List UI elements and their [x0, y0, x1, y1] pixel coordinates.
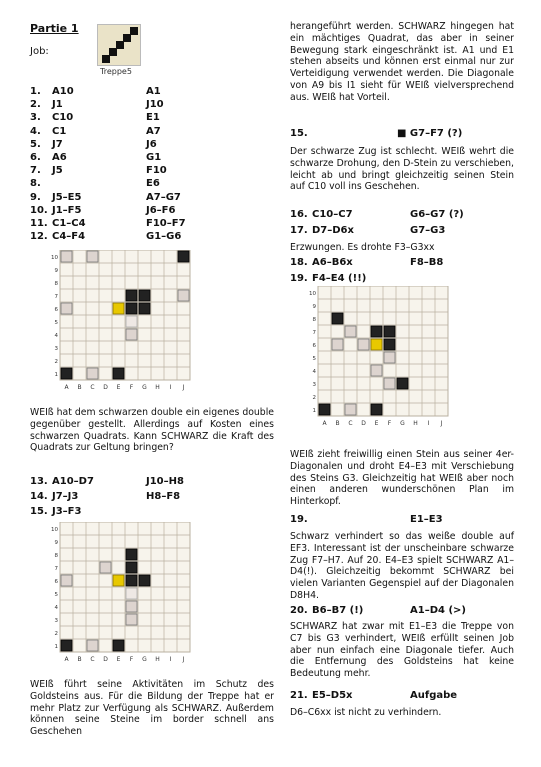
- black-stone: [113, 640, 124, 651]
- white-move: C10: [52, 112, 74, 124]
- move-number: 10.: [30, 204, 48, 216]
- file-label: E: [374, 420, 379, 427]
- white-move: A6: [52, 152, 67, 163]
- rank-label: 3: [54, 346, 58, 352]
- rank-label: 5: [54, 592, 58, 598]
- file-label: E: [116, 656, 121, 663]
- gold-stone: [113, 303, 124, 314]
- black-stone: [126, 549, 137, 560]
- job-label: Job:: [30, 46, 49, 57]
- file-label: A: [64, 384, 69, 391]
- black-stone: [126, 303, 137, 314]
- white-stone: [345, 326, 356, 337]
- file-label: H: [155, 384, 160, 391]
- file-label: D: [361, 420, 366, 427]
- black-move: E1–E3: [410, 514, 443, 525]
- white-stone: [61, 303, 72, 314]
- file-label: B: [335, 420, 340, 427]
- black-move: F10: [146, 165, 167, 177]
- move-number: 14.: [30, 491, 48, 502]
- board-svg: [50, 250, 192, 394]
- move-number: 5.: [30, 138, 41, 150]
- black-move: ■ G7–F7 (?): [397, 128, 463, 139]
- white-move: J5–E5: [52, 191, 82, 203]
- white-stone: [371, 365, 382, 376]
- rank-label: 7: [312, 330, 316, 336]
- move-number: 20.: [290, 605, 308, 616]
- rank-label: 9: [54, 268, 58, 274]
- rank-label: 4: [54, 605, 58, 611]
- white-move: A10–D7: [52, 476, 94, 487]
- file-label: I: [169, 384, 172, 391]
- rank-label: 8: [54, 553, 58, 559]
- black-move: A1: [146, 86, 161, 97]
- black-move: F10–F7: [146, 218, 186, 229]
- black-stone: [61, 640, 72, 651]
- file-label: J: [440, 420, 443, 427]
- white-move: A10: [52, 86, 74, 97]
- rank-label: 2: [54, 631, 58, 637]
- white-stone: [126, 329, 137, 340]
- black-stone: [126, 575, 137, 586]
- black-stone: [371, 326, 382, 337]
- file-label: G: [142, 656, 147, 663]
- black-move: H8–F8: [146, 491, 181, 502]
- white-move: A6–B6x: [312, 257, 353, 268]
- move-number: 2.: [30, 99, 41, 111]
- file-label: F: [387, 420, 392, 427]
- white-stone: [126, 316, 137, 327]
- thumbnail-caption: Treppe5: [100, 67, 132, 76]
- white-move: C1: [52, 125, 67, 137]
- black-stone: [61, 368, 72, 379]
- rank-label: 8: [312, 317, 316, 323]
- white-move: B6–B7 (!): [312, 605, 364, 616]
- move-number: 16.: [290, 209, 308, 220]
- rank-label: 5: [54, 320, 58, 326]
- white-move: J1–F5: [52, 204, 82, 216]
- file-label: F: [129, 656, 134, 663]
- board-diagram-3: [308, 286, 450, 434]
- rank-label: 1: [54, 372, 58, 378]
- white-stone: [61, 575, 72, 586]
- black-move: J10: [146, 99, 164, 111]
- black-stone: [384, 339, 395, 350]
- file-label: A: [64, 656, 69, 663]
- rank-label: 8: [54, 281, 58, 287]
- rank-label: 2: [54, 359, 58, 365]
- black-stone: [319, 404, 330, 415]
- file-label: D: [103, 656, 108, 663]
- rank-label: 1: [312, 408, 316, 414]
- rank-label: 6: [312, 343, 316, 349]
- white-move: C1–C4: [52, 218, 86, 229]
- board-diagram-2: [50, 522, 192, 670]
- rank-label: 6: [54, 579, 58, 585]
- file-label: H: [155, 656, 160, 663]
- file-label: I: [169, 656, 172, 663]
- black-stone: [126, 290, 137, 301]
- rank-label: 4: [54, 333, 58, 339]
- file-label: J: [182, 384, 185, 391]
- white-stone: [345, 404, 356, 415]
- white-move: J1: [52, 99, 63, 111]
- black-move: J6: [146, 138, 157, 150]
- rank-label: 10: [309, 291, 316, 297]
- move-number: 15.: [30, 506, 48, 517]
- move-number: 4.: [30, 125, 41, 137]
- black-move: G1: [146, 152, 162, 163]
- black-move: A7: [146, 125, 161, 137]
- move-number: 17.: [290, 224, 308, 236]
- black-move: Aufgabe: [410, 690, 458, 701]
- board-diagram-1: [50, 250, 192, 398]
- white-stone: [61, 251, 72, 262]
- white-stone: [126, 601, 137, 612]
- move-number: 13.: [30, 476, 48, 487]
- white-stone: [87, 368, 98, 379]
- black-move: G1–G6: [146, 231, 182, 243]
- white-stone: [87, 251, 98, 262]
- white-stone: [358, 339, 369, 350]
- file-label: I: [427, 420, 430, 427]
- white-stone: [332, 339, 343, 350]
- white-move: D7–D6x: [312, 224, 354, 236]
- file-label: F: [129, 384, 134, 391]
- rank-label: 7: [54, 566, 58, 572]
- file-label: D: [103, 384, 108, 391]
- white-stone: [126, 614, 137, 625]
- paragraph: Schwarz verhindert so das weiße double auf EF3. Interessant ist der unscheinbare schwarze Zug F7–H7. Auf 20. E4–E3 spielt SCHWARZ A1–D4(!). Gleichzeitig bekommt SCHWARZ bei vielen Varianten Gegenspiel auf der Diagonalen D8H4.: [290, 531, 514, 601]
- black-stone: [384, 326, 395, 337]
- board-svg: [50, 522, 192, 666]
- move-number: 21.: [290, 690, 308, 701]
- black-move: J10–H8: [146, 476, 184, 487]
- note: Erzwungen. Es drohte F3–G3xx: [290, 242, 435, 253]
- file-label: B: [77, 384, 82, 391]
- black-stone: [371, 404, 382, 415]
- rank-label: 9: [312, 304, 316, 310]
- black-stone: [139, 303, 150, 314]
- file-label: C: [90, 384, 95, 391]
- gold-stone: [371, 339, 382, 350]
- move-number: 19.: [290, 272, 308, 284]
- white-stone: [178, 290, 189, 301]
- file-label: A: [322, 420, 327, 427]
- rank-label: 5: [312, 356, 316, 362]
- white-move: J5: [52, 165, 63, 177]
- white-move: F4–E4 (!!): [312, 272, 367, 284]
- black-stone: [397, 378, 408, 389]
- rank-label: 7: [54, 294, 58, 300]
- black-move: E6: [146, 178, 160, 190]
- paragraph: D6–C6xx ist nicht zu verhindern.: [290, 707, 442, 718]
- black-move: E1: [146, 112, 160, 124]
- file-label: J: [182, 656, 185, 663]
- white-move: C4–F4: [52, 231, 86, 243]
- file-label: G: [400, 420, 405, 427]
- white-move: J7–J3: [52, 491, 79, 502]
- move-number: 7.: [30, 165, 41, 177]
- white-stone: [384, 378, 395, 389]
- white-move: J7: [52, 138, 63, 150]
- black-move: A1–D4 (>): [410, 605, 466, 616]
- black-stone: [139, 575, 150, 586]
- black-move: J6–F6: [146, 204, 176, 216]
- black-stone: [126, 562, 137, 573]
- file-label: B: [77, 656, 82, 663]
- file-label: E: [116, 384, 121, 391]
- rank-label: 10: [51, 527, 58, 533]
- paragraph: Der schwarze Zug ist schlecht. WEIß wehrt die schwarze Drohung, den D-Stein zu verschieben, leicht ab und bringt gleichzeitig seinen Stein auf C10 voll ins Geschehen.: [290, 146, 514, 193]
- move-number: 12.: [30, 231, 48, 243]
- white-stone: [384, 352, 395, 363]
- move-number: 9.: [30, 191, 41, 203]
- black-stone: [113, 368, 124, 379]
- rank-label: 1: [54, 644, 58, 650]
- white-stone: [87, 640, 98, 651]
- rank-label: 9: [54, 540, 58, 546]
- black-move: G6–G7 (?): [410, 209, 464, 220]
- move-number: 19.: [290, 514, 308, 525]
- file-label: H: [413, 420, 418, 427]
- black-stone: [139, 290, 150, 301]
- rank-label: 6: [54, 307, 58, 313]
- board-svg: [308, 286, 450, 430]
- move-number: 8.: [30, 178, 41, 190]
- paragraph: WEIß führt seine Aktivitäten im Schutz des Goldsteins aus. Für die Bildung der Treppe hat er mehr Platz zur Verfügung als SCHWARZ. Außerdem können seine Steine im border schnell ans Geschehen: [30, 679, 274, 738]
- black-stone: [178, 251, 189, 262]
- white-stone: [126, 588, 137, 599]
- file-label: G: [142, 384, 147, 391]
- paragraph: herangeführt werden. SCHWARZ hingegen hat ein mächtiges Quadrat, das aber in seiner Bewegung stark eingeschränkt ist. A1 und E1 stehen abseits und können erst einmal nur zur Verteidigung verwendet werden. Die Diagonale von A9 bis I1 sieht für WEIß vielversprechend aus. WEIß hat Vorteil.: [290, 21, 514, 103]
- paragraph: SCHWARZ hat zwar mit E1–E3 die Treppe von C7 bis G3 verhindert, WEIß erfüllt seinen Job aber nun einfach eine Diagonale tiefer. Auch die Entfernung des Goldsteins hat keine Bedeutung mehr.: [290, 621, 514, 680]
- rank-label: 3: [54, 618, 58, 624]
- black-move: G7–G3: [410, 224, 446, 236]
- move-number: 18.: [290, 257, 308, 268]
- move-number: 15.: [290, 128, 308, 139]
- move-number: 6.: [30, 152, 41, 163]
- rank-label: 3: [312, 382, 316, 388]
- black-move: A7–G7: [146, 191, 181, 203]
- black-stone: [332, 313, 343, 324]
- gold-stone: [113, 575, 124, 586]
- white-move: C10–C7: [312, 209, 353, 220]
- move-number: 1.: [30, 86, 41, 97]
- move-number: 3.: [30, 112, 41, 124]
- white-move: J3–F3: [52, 506, 82, 517]
- black-move: F8–B8: [410, 257, 444, 268]
- rank-label: 10: [51, 255, 58, 261]
- job-thumbnail: [97, 24, 141, 66]
- rank-label: 4: [312, 369, 316, 375]
- file-label: C: [348, 420, 353, 427]
- paragraph: WEIß hat dem schwarzen double ein eigenes double gegenüber gestellt. Allerdings auf Kosten eines schwarzen Quadrats. Kann SCHWARZ die Kraft des Quadrats zur Geltung bringen?: [30, 407, 274, 454]
- page-title: Partie 1: [30, 22, 79, 35]
- paragraph: WEIß zieht freiwillig einen Stein aus seiner 4er-Diagonalen und droht E4–E3 mit Verschiebung des Steins G3. Gleichzeitig hat WEIß aber noch einen anderen wunderschönen Plan im Hinterkopf.: [290, 449, 514, 508]
- file-label: C: [90, 656, 95, 663]
- rank-label: 2: [312, 395, 316, 401]
- white-stone: [100, 562, 111, 573]
- white-move: E5–D5x: [312, 690, 353, 701]
- move-number: 11.: [30, 218, 48, 229]
